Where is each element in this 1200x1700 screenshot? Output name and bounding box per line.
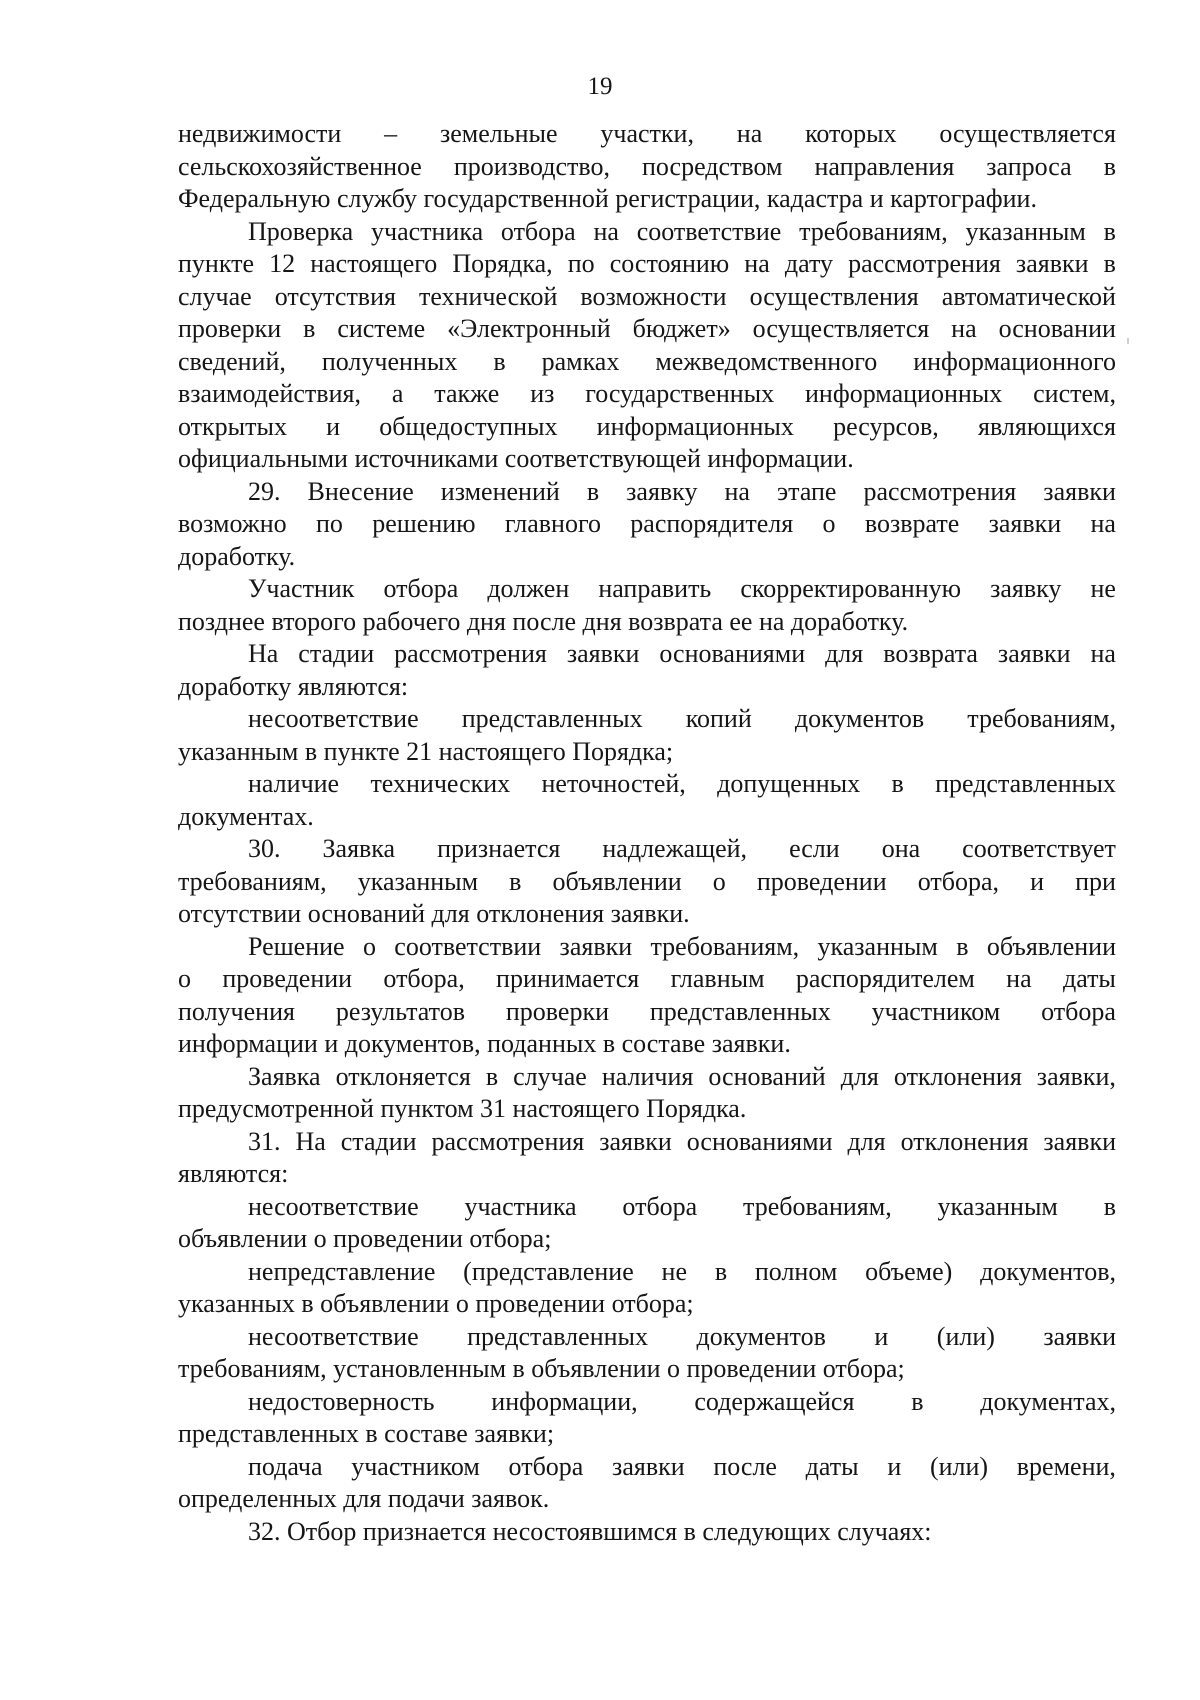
page-number: 19 (587, 73, 613, 100)
text-line: являются: (178, 1159, 289, 1188)
text-line: информации и документов, поданных в составе заявки. (178, 1029, 791, 1058)
text-line: На стадии рассмотрения заявки основаниями для возврата заявки на (248, 639, 1116, 668)
text-line: несоответствие представленных копий документов требованиям, (248, 704, 1116, 733)
text-line: сведений, полученных в рамках межведомственного информационного (178, 346, 1116, 376)
text-line: указанных в объявлении о проведении отбора; (178, 1289, 694, 1318)
text-line: открытых и общедоступных информационных ресурсов, являющихся (178, 411, 1116, 441)
text-line: о проведении отбора, принимается главным распорядителем на даты (178, 964, 1116, 993)
scan-artifact (1127, 338, 1129, 344)
text-line: возможно по решению главного распорядителя о возврате заявки на (178, 509, 1116, 538)
text-line: случае отсутствия технической возможности осуществления автоматической (178, 281, 1116, 311)
document-body (178, 118, 1116, 1548)
text-line: 32. Отбор признается несостоявшимся в следующих случаях: (248, 1516, 932, 1546)
text-line: Проверка участника отбора на соответствие требованиям, указанным в (248, 216, 1116, 246)
text-line: отсутствии оснований для отклонения заявки. (178, 899, 690, 928)
text-line: несоответствие представленных документов и (или) заявки (248, 1321, 1116, 1351)
text-line: доработку. (178, 541, 296, 571)
text-line: доработку являются: (178, 671, 409, 701)
text-line: предусмотренной пунктом 31 настоящего Порядка. (178, 1094, 747, 1123)
text-line: пункте 12 настоящего Порядка, по состоянию на дату рассмотрения заявки в (178, 249, 1116, 278)
text-line: Решение о соответствии заявки требованиям, указанным в объявлении (248, 931, 1116, 961)
text-line: требованиям, установленным в объявлении о проведении отбора; (178, 1354, 905, 1383)
text-line: недостоверность информации, содержащейся в документах, (248, 1386, 1116, 1416)
text-line: требованиям, указанным в объявлении о проведении отбора, и при (178, 866, 1116, 896)
text-line: наличие технических неточностей, допущенных в представленных (248, 769, 1116, 798)
text-line: представленных в составе заявки; (178, 1419, 555, 1448)
text-line: взаимодействия, а также из государственных информационных систем, (178, 379, 1116, 408)
text-line: объявлении о проведении отбора; (178, 1224, 552, 1253)
text-line: непредставление (представление не в полном объеме) документов, (248, 1256, 1116, 1286)
text-line: позднее второго рабочего дня после дня возврата ее на доработку. (178, 606, 909, 636)
text-line: официальными источниками соответствующей информации. (178, 444, 854, 473)
text-line: 29. Внесение изменений в заявку на этапе рассмотрения заявки (248, 476, 1116, 506)
text-line: определенных для подачи заявок. (178, 1484, 550, 1513)
text-line: Федеральную службу государственной регистрации, кадастра и картографии. (178, 184, 1037, 213)
text-line: документах. (178, 801, 314, 831)
text-line: 31. На стадии рассмотрения заявки основаниями для отклонения заявки (248, 1126, 1116, 1156)
text-line: несоответствие участника отбора требованиям, указанным в (248, 1191, 1116, 1221)
text-line: проверки в системе «Электронный бюджет» осуществляется на основании (178, 314, 1116, 343)
text-line: указанным в пункте 21 настоящего Порядка; (178, 736, 674, 766)
text-line: Участник отбора должен направить скорректированную заявку не (248, 574, 1116, 603)
text-line: подача участником отбора заявки после даты и (или) времени, (248, 1451, 1116, 1481)
text-line: получения результатов проверки представленных участником отбора (178, 996, 1116, 1026)
text-line: 30. Заявка признается надлежащей, если она соответствует (248, 834, 1116, 863)
text-line: недвижимости – земельные участки, на которых осуществляется (178, 119, 1116, 148)
text-line: сельскохозяйственное производство, посредством направления запроса в (178, 151, 1116, 181)
text-line: Заявка отклоняется в случае наличия оснований для отклонения заявки, (248, 1061, 1116, 1091)
